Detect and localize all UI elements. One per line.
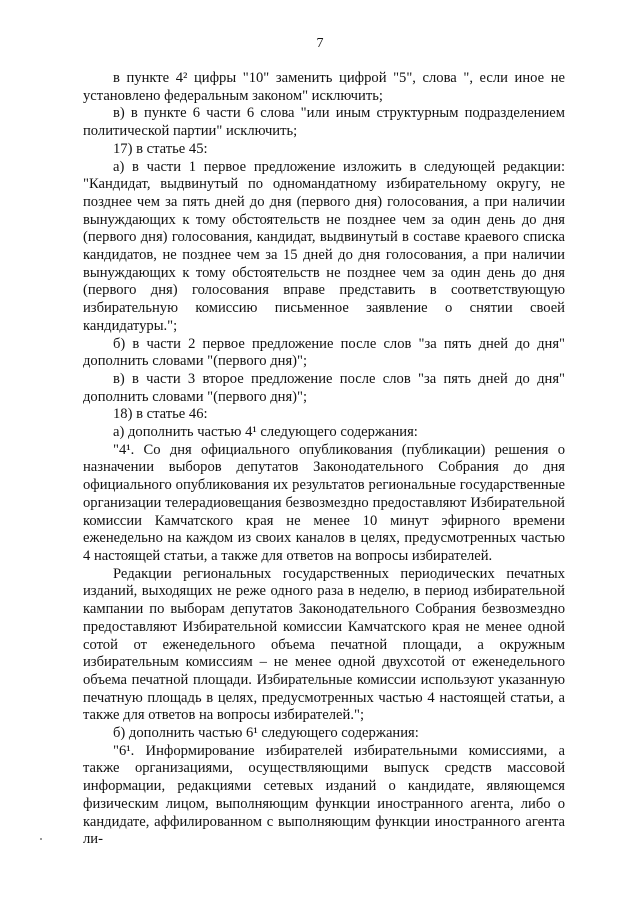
paragraph-5: б) в части 2 первое предложение после слов "за пять дней до дня" дополнить словами "(первого дня)"; [83,335,565,370]
margin-dot [40,838,42,840]
paragraph-1: в пункте 4² цифры "10" заменить цифрой "5", слова ", если иное не установлено федеральным законом" исключить; [83,70,565,104]
paragraph-12: "6¹. Информирование избирателей избирательными комиссиями, а также организациями, осуществляющими выпуск средств массовой информации, редакциями сетевых изданий о кандидате, являющемся физическим лицом, выполняющим функции иностранного агента, либо о кандидате, аффилированном с выполняющим функции иностранного агента ли- [83,742,565,848]
paragraph-2: в) в пункте 6 части 6 слова "или иным структурным подразделением политической партии" исключить; [83,105,565,140]
paragraph-10: Редакции региональных государственных периодических печатных изданий, выходящих не реже одного раза в неделю, в период избирательной кампании по выборам депутатов Законодательного Собрания безвозмездно предоставляют Избирательной комиссии Камчатского края не менее одной сотой от еженедельного объема печатной площади, а окружным избирательным комиссиям – не менее одной двухсотой от еженедельного объема печатной площади. Избирательные комиссии используют указанную печатную площадь в целях, предусмотренных частью 4 настоящей статьи, а также для ответов на вопросы избирателей."; [83,565,565,724]
document-body [83,70,565,849]
paragraph-8: а) дополнить частью 4¹ следующего содержания: [113,424,418,441]
paragraph-11: б) дополнить частью 6¹ следующего содержания: [113,725,419,742]
paragraph-4: а) в части 1 первое предложение изложить в следующей редакции: "Кандидат, выдвинутый по одномандатному избирательному округу, не позднее чем за пять дней до дня (первого дня) голосования, а при наличии вынуждающих к тому обстоятельств не позднее чем за один день до дня (первого дня) голосования, кандидат, выдвинутый в составе краевого списка кандидатов, не позднее чем за 15 дней до дня голосования, а при наличии вынуждающих к тому обстоятельств не позднее чем за один день до дня (первого дня) голосования вправе представить в соответствующую избирательную комиссию письменное заявление о снятии своей кандидатуры."; [83,158,565,334]
paragraph-7: 18) в статье 46: [113,406,208,423]
paragraph-3: 17) в статье 45: [113,140,208,157]
page-number: 7 [316,36,324,51]
paragraph-9: "4¹. Со дня официального опубликования (публикации) решения о назначении выборов депутатов Законодательного Собрания до дня официального опубликования их результатов региональные государственные организации телерадиовещания безвозмездно предоставляют Избирательной комиссии Камчатского края не менее 10 минут эфирного времени еженедельно на каждом из своих каналов в целях, предусмотренных частью 4 настоящей статьи, а также для ответов на вопросы избирателей. [83,441,565,564]
paragraph-6: в) в части 3 второе предложение после слов "за пять дней до дня" дополнить словами "(первого дня)"; [83,370,565,405]
